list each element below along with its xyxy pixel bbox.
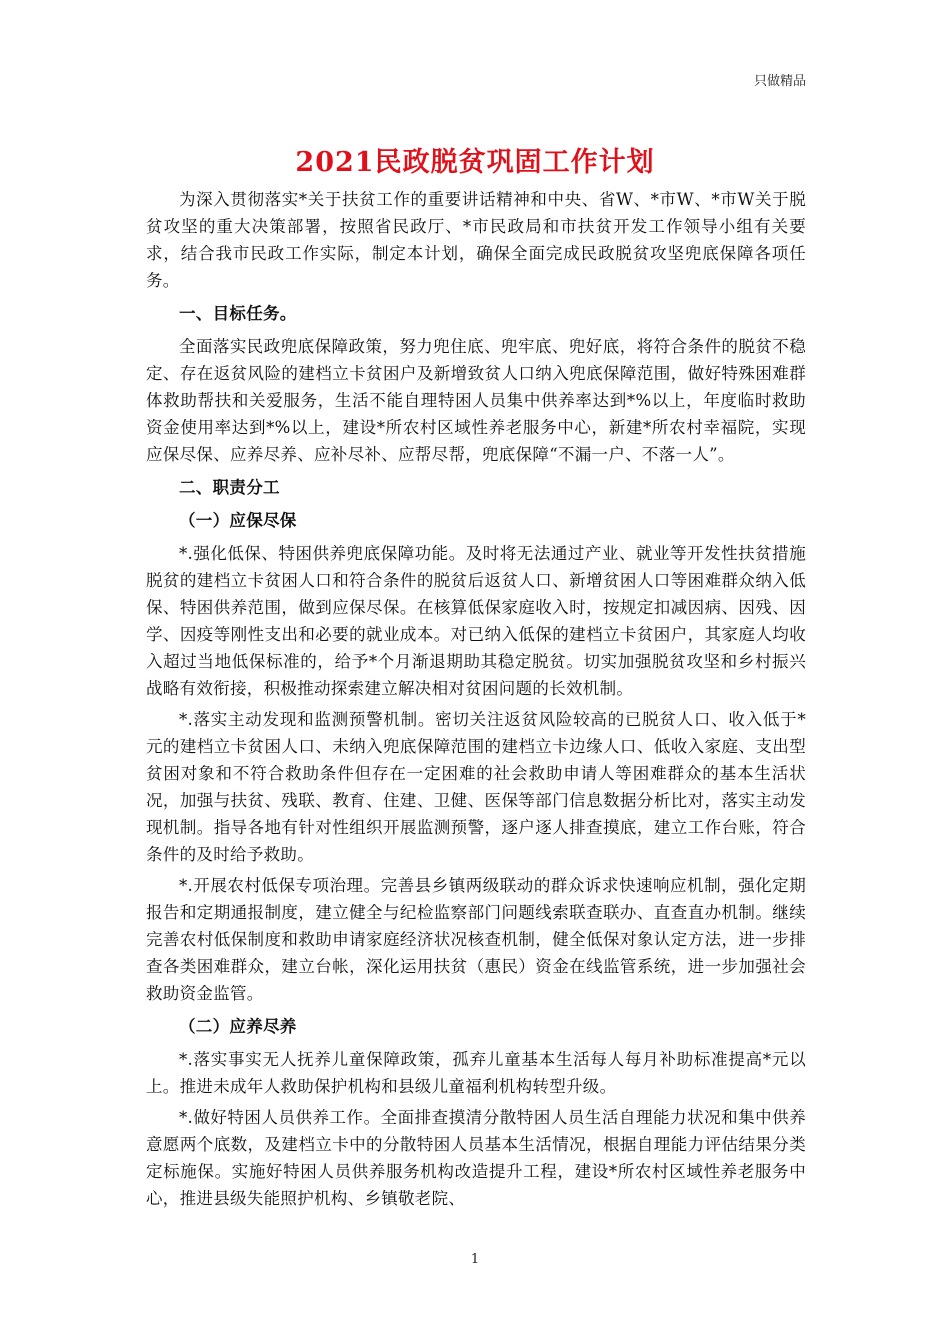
paragraph-1: *.强化低保、特困供养兜底保障功能。及时将无法通过产业、就业等开发性扶贫措施脱贫的建档立卡贫困人口和符合条件的脱贫后返贫人口、新增贫困人口等困难群众纳入低保、特困供养范围，做到应保尽保。在核算低保家庭收入时，按规定扣减因病、因残、因学、因疫等刚性支出和必要的就业成本。对已纳入低保的建档立卡贫困户，其家庭人均收入超过当地低保标准的，给予*个月渐退期助其稳定脱贫。切实加强脱贫攻坚和乡村振兴战略有效衔接，积极推动探索建立解决相对贫困问题的长效机制。: [146, 544, 806, 698]
section-heading-responsibilities: 二、职责分工: [179, 478, 280, 497]
goals-paragraph: 全面落实民政兜底保障政策，努力兜住底、兜牢底、兜好底，将符合条件的脱贫不稳定、存在返贫风险的建档立卡贫困户及新增致贫人口纳入兜底保障范围，做好特殊困难群体救助帮扶和关爱服务，生活不能自理特困人员集中供养率达到*%以上，年度临时救助资金使用率达到*%以上，建设*所农村区域性养老服务中心，新建*所农村幸福院，实现应保尽保、应养尽养、应补尽补、应帮尽帮，兜底保障“不漏一户、不落一人”。: [146, 337, 806, 464]
subsection-heading-1: （一）应保尽保: [179, 511, 297, 530]
intro-paragraph: 为深入贯彻落实*关于扶贫工作的重要讲话精神和中央、省W、*市W、*市W关于脱贫攻坚的重大决策部署，按照省民政厅、*市民政局和市扶贫开发工作领导小组有关要求，结合我市民政工作实际，制定本计划，确保全面完成民政脱贫攻坚兜底保障各项任务。: [146, 190, 806, 290]
paragraph-3: *.开展农村低保专项治理。完善县乡镇两级联动的群众诉求快速响应机制，强化定期报告和定期通报制度，建立健全与纪检监察部门问题线索联查联办、直查直办机制。继续完善农村低保制度和救助申请家庭经济状况核查机制，健全低保对象认定方法，进一步排查各类困难群众，建立台帐，深化运用扶贫（惠民）资金在线监管系统，进一步加强社会救助资金监管。: [146, 876, 806, 1003]
subsection-heading-2: （二）应养尽养: [179, 1017, 297, 1036]
document-body: [146, 186, 806, 1216]
paragraph-5: *.做好特困人员供养工作。全面排查摸清分散特困人员生活自理能力状况和集中供养意愿两个底数，及建档立卡中的分散特困人员基本生活情况，根据自理能力评估结果分类定标施保。实施好特困人员供养服务机构改造提升工程，建设*所农村区域性养老服务中心，推进县级失能照护机构、乡镇敬老院、: [146, 1108, 806, 1208]
paragraph-4: *.落实事实无人抚养儿童保障政策，孤弃儿童基本生活每人每月补助标准提高*元以上。推进未成年人救助保护机构和县级儿童福利机构转型升级。: [146, 1050, 806, 1096]
section-heading-goals: 一、目标任务。: [179, 304, 297, 323]
header-tag: 只做精品: [753, 74, 806, 89]
document-title: 2021民政脱贫巩固工作计划: [295, 147, 655, 178]
page-number: 1: [470, 1252, 480, 1267]
paragraph-2: *.落实主动发现和监测预警机制。密切关注返贫风险较高的已脱贫人口、收入低于*元的建档立卡贫困人口、未纳入兜底保障范围的建档立卡边缘人口、低收入家庭、支出型贫困对象和不符合救助条件但存在一定困难的社会救助申请人等困难群众的基本生活状况，加强与扶贫、残联、教育、住建、卫健、医保等部门信息数据分析比对，落实主动发现机制。指导各地有针对性组织开展监测预警，逐户逐人排查摸底，建立工作台账，符合条件的及时给予救助。: [146, 710, 806, 864]
